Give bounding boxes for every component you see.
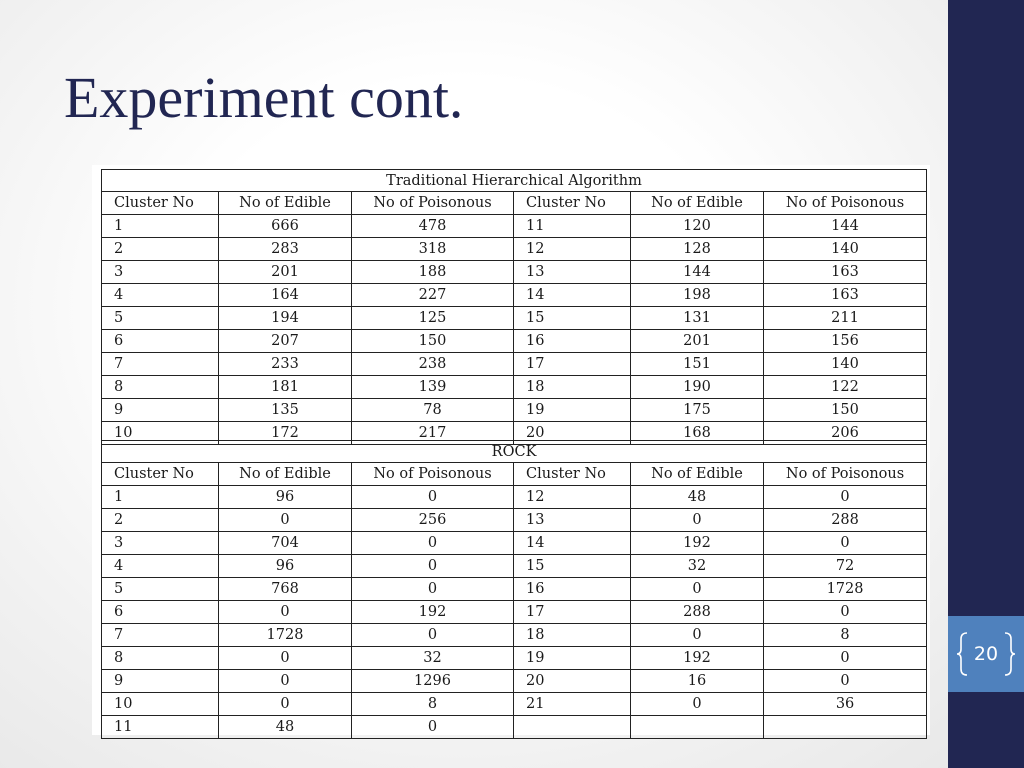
table-row <box>102 376 927 399</box>
table-cell: 233 <box>219 353 352 376</box>
table-cell: 135 <box>219 399 352 422</box>
table-cell: 0 <box>352 716 514 739</box>
page-number: 20 <box>973 643 999 665</box>
table-cell: 32 <box>352 647 514 670</box>
table-cell: 0 <box>631 624 764 647</box>
table-cell: 666 <box>219 215 352 238</box>
table-cell: 478 <box>352 215 514 238</box>
table-cell: 36 <box>764 693 927 716</box>
table-cell: 3 <box>102 261 219 284</box>
table-cell: 0 <box>764 532 927 555</box>
table-cell: 206 <box>764 422 927 445</box>
table-cell: 1296 <box>352 670 514 693</box>
table-cell: 5 <box>102 578 219 601</box>
table-cell: 768 <box>219 578 352 601</box>
table-cell: 96 <box>219 486 352 509</box>
table-cell: 288 <box>631 601 764 624</box>
table-row <box>102 693 927 716</box>
table-cell: 0 <box>764 647 927 670</box>
table-cell: 181 <box>219 376 352 399</box>
table-cell <box>764 716 927 739</box>
table-cell: 13 <box>514 261 631 284</box>
table-cell: 11 <box>102 716 219 739</box>
table-cell: 20 <box>514 670 631 693</box>
table-cell: 1728 <box>764 578 927 601</box>
table-cell: 18 <box>514 624 631 647</box>
table-cell: 0 <box>219 670 352 693</box>
table-caption: ROCK <box>102 441 927 463</box>
table-cell: 17 <box>514 353 631 376</box>
table-rock <box>101 440 927 739</box>
table-cell: 1 <box>102 215 219 238</box>
table-header-cell: Cluster No <box>102 192 219 215</box>
table-cell: 48 <box>631 486 764 509</box>
table-cell: 20 <box>514 422 631 445</box>
table-row <box>102 353 927 376</box>
table-cell: 175 <box>631 399 764 422</box>
table-cell: 3 <box>102 532 219 555</box>
table-cell: 140 <box>764 353 927 376</box>
table-cell: 16 <box>514 578 631 601</box>
table-row <box>102 330 927 353</box>
slide-title: Experiment cont. <box>64 65 464 130</box>
table-cell: 19 <box>514 399 631 422</box>
table-header-cell: No of Edible <box>631 463 764 486</box>
table-cell: 0 <box>352 555 514 578</box>
table-cell: 227 <box>352 284 514 307</box>
table-cell: 0 <box>219 509 352 532</box>
table-row <box>102 555 927 578</box>
table-cell: 1728 <box>219 624 352 647</box>
table-cell: 7 <box>102 624 219 647</box>
table-cell: 2 <box>102 509 219 532</box>
table-cell: 0 <box>764 601 927 624</box>
table-cell: 19 <box>514 647 631 670</box>
table-cell: 163 <box>764 261 927 284</box>
table-row <box>102 624 927 647</box>
table-row <box>102 215 927 238</box>
table-row <box>102 307 927 330</box>
table-cell: 9 <box>102 399 219 422</box>
table-cell: 122 <box>764 376 927 399</box>
table-cell: 8 <box>102 647 219 670</box>
table-cell: 2 <box>102 238 219 261</box>
table-row <box>102 532 927 555</box>
table-row <box>102 670 927 693</box>
table-cell: 188 <box>352 261 514 284</box>
table-cell: 1 <box>102 486 219 509</box>
table-cell: 0 <box>352 624 514 647</box>
table-cell: 0 <box>631 693 764 716</box>
table-cell: 139 <box>352 376 514 399</box>
table-header-cell: No of Poisonous <box>352 463 514 486</box>
table-cell: 151 <box>631 353 764 376</box>
table-cell: 10 <box>102 693 219 716</box>
table-cell: 192 <box>631 647 764 670</box>
table-cell: 207 <box>219 330 352 353</box>
table-cell: 192 <box>352 601 514 624</box>
table-cell: 16 <box>514 330 631 353</box>
table-header-cell: Cluster No <box>514 192 631 215</box>
table-cell: 12 <box>514 238 631 261</box>
table-cell: 15 <box>514 555 631 578</box>
table-cell: 0 <box>352 486 514 509</box>
table-row <box>102 284 927 307</box>
table-header-cell: No of Edible <box>631 192 764 215</box>
table-cell: 8 <box>352 693 514 716</box>
table-cell: 0 <box>352 532 514 555</box>
table-cell: 140 <box>764 238 927 261</box>
table-cell: 144 <box>631 261 764 284</box>
table-cell: 6 <box>102 601 219 624</box>
table-cell: 4 <box>102 555 219 578</box>
table-cell: 10 <box>102 422 219 445</box>
table-cell: 8 <box>102 376 219 399</box>
table-cell: 21 <box>514 693 631 716</box>
table-cell: 144 <box>764 215 927 238</box>
table-cell: 163 <box>764 284 927 307</box>
table-cell <box>631 716 764 739</box>
table-cell: 217 <box>352 422 514 445</box>
table-cell: 12 <box>514 486 631 509</box>
table-caption: Traditional Hierarchical Algorithm <box>102 170 927 192</box>
table-cell: 0 <box>219 693 352 716</box>
table-cell: 13 <box>514 509 631 532</box>
table-cell: 78 <box>352 399 514 422</box>
table-header-row <box>102 463 927 486</box>
table-cell: 9 <box>102 670 219 693</box>
table-cell: 150 <box>764 399 927 422</box>
table-cell: 192 <box>631 532 764 555</box>
table-cell: 48 <box>219 716 352 739</box>
table-cell: 238 <box>352 353 514 376</box>
table-cell: 288 <box>764 509 927 532</box>
table-cell: 150 <box>352 330 514 353</box>
table-header-cell: Cluster No <box>102 463 219 486</box>
table-header-row <box>102 192 927 215</box>
table-row <box>102 509 927 532</box>
table-cell: 17 <box>514 601 631 624</box>
table-cell: 8 <box>764 624 927 647</box>
table-cell: 0 <box>631 578 764 601</box>
table-row <box>102 261 927 284</box>
table-cell: 11 <box>514 215 631 238</box>
table-cell: 14 <box>514 532 631 555</box>
table-cell <box>514 716 631 739</box>
table-cell: 7 <box>102 353 219 376</box>
table-traditional-hierarchical <box>101 169 927 445</box>
table-cell: 125 <box>352 307 514 330</box>
table-row <box>102 238 927 261</box>
table-header-cell: Cluster No <box>514 463 631 486</box>
table-cell: 96 <box>219 555 352 578</box>
table-header-cell: No of Poisonous <box>764 463 927 486</box>
table-cell: 172 <box>219 422 352 445</box>
table-caption-row <box>102 170 927 192</box>
table-cell: 168 <box>631 422 764 445</box>
table-row <box>102 716 927 739</box>
table-cell: 318 <box>352 238 514 261</box>
table-cell: 198 <box>631 284 764 307</box>
table-cell: 72 <box>764 555 927 578</box>
table-cell: 0 <box>764 486 927 509</box>
table-cell: 164 <box>219 284 352 307</box>
table-cell: 18 <box>514 376 631 399</box>
table-cell: 131 <box>631 307 764 330</box>
table-cell: 156 <box>764 330 927 353</box>
table-cell: 120 <box>631 215 764 238</box>
table-header-cell: No of Poisonous <box>764 192 927 215</box>
table-cell: 128 <box>631 238 764 261</box>
table-row <box>102 486 927 509</box>
table-cell: 0 <box>219 601 352 624</box>
table-cell: 704 <box>219 532 352 555</box>
table-cell: 16 <box>631 670 764 693</box>
table-cell: 0 <box>219 647 352 670</box>
table-caption-row <box>102 441 927 463</box>
table-cell: 283 <box>219 238 352 261</box>
table-cell: 256 <box>352 509 514 532</box>
table-cell: 6 <box>102 330 219 353</box>
table-cell: 0 <box>352 578 514 601</box>
table-cell: 15 <box>514 307 631 330</box>
table-row <box>102 578 927 601</box>
table-cell: 14 <box>514 284 631 307</box>
table-row <box>102 399 927 422</box>
table-header-cell: No of Poisonous <box>352 192 514 215</box>
table-header-cell: No of Edible <box>219 192 352 215</box>
table-cell: 211 <box>764 307 927 330</box>
table-cell: 194 <box>219 307 352 330</box>
table-row <box>102 647 927 670</box>
table-cell: 0 <box>631 509 764 532</box>
table-cell: 5 <box>102 307 219 330</box>
table-cell: 190 <box>631 376 764 399</box>
table-cell: 201 <box>219 261 352 284</box>
table-cell: 201 <box>631 330 764 353</box>
table-row <box>102 601 927 624</box>
table-cell: 0 <box>764 670 927 693</box>
table-header-cell: No of Edible <box>219 463 352 486</box>
table-cell: 4 <box>102 284 219 307</box>
table-cell: 32 <box>631 555 764 578</box>
